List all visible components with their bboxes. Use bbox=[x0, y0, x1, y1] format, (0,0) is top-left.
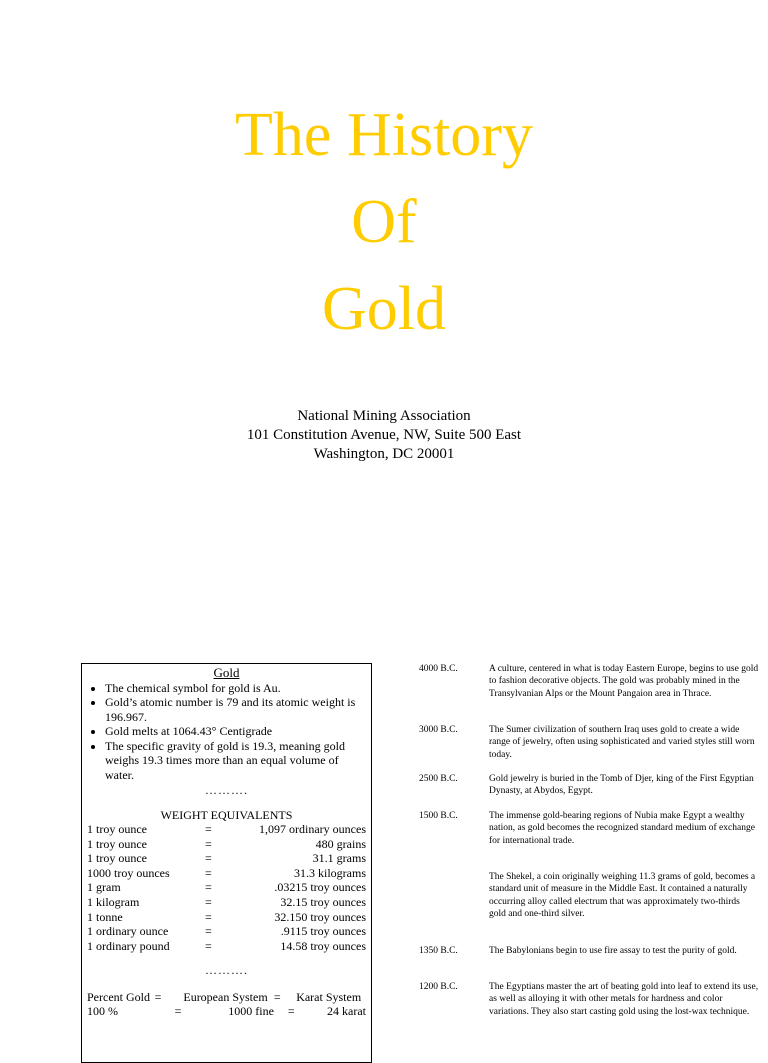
document-title bbox=[0, 92, 768, 353]
equals-sign: = bbox=[205, 924, 212, 939]
weight-value: 31.1 grams bbox=[312, 851, 366, 866]
table-row bbox=[87, 924, 366, 939]
equals-sign: = bbox=[205, 865, 212, 880]
fact-item: • The specific gravity of gold is 19.3, meaning gold weighs 19.3 times more than an equal volume of water. bbox=[105, 739, 366, 783]
weight-equivalents-title: WEIGHT EQUIVALENTS bbox=[160, 807, 293, 822]
col-european-system: European System bbox=[183, 989, 268, 1004]
weight-unit: 1 ordinary pound bbox=[87, 938, 170, 953]
facts-list bbox=[87, 681, 366, 783]
timeline-text: The Babylonians begin to use fire assay to test the purity of gold. bbox=[489, 946, 737, 956]
equals-sign: = bbox=[205, 909, 212, 924]
equals-sign: = bbox=[205, 822, 212, 836]
timeline-date: 1200 B.C. bbox=[419, 982, 458, 992]
equals-sign: = bbox=[174, 1004, 182, 1019]
gold-facts-box bbox=[81, 663, 372, 1063]
equals-sign: = bbox=[205, 851, 212, 866]
karat-value: 24 karat bbox=[327, 1004, 366, 1019]
equals-sign: = bbox=[205, 836, 212, 851]
timeline-text: The Egyptians master the art of beating gold into leaf to extend its use, as well as alloying it with other metals for hardness and color variations. They also start casting gold using the lost-wax technique. bbox=[489, 982, 759, 1017]
table-header-row bbox=[87, 990, 366, 1005]
timeline-text: The Sumer civilization of southern Iraq uses gold to create a wide range of jewelry, often using sophisticated and varied styles still worn today. bbox=[489, 725, 755, 760]
timeline-text: The Shekel, a coin originally weighing 11.3 grams of gold, becomes a standard unit of measure in the Middle East. It contained a naturally occurring alloy called electrum that was approximately two-thirds gold and one-third silver. bbox=[489, 872, 756, 920]
weight-value: 32.15 troy ounces bbox=[280, 894, 366, 909]
timeline-text: Gold jewelry is buried in the Tomb of Djer, king of the First Egyptian Dynasty, at Abydos, Egypt. bbox=[489, 774, 754, 797]
fine-value: 1000 fine bbox=[228, 1004, 274, 1019]
equals-sign: = bbox=[205, 938, 212, 953]
weight-unit: 1 ordinary ounce bbox=[87, 924, 169, 939]
weight-value: 32.150 troy ounces bbox=[274, 909, 366, 924]
weight-value: 14.58 troy ounces bbox=[280, 938, 366, 953]
purity-table bbox=[87, 990, 366, 1019]
equals-sign: = bbox=[205, 880, 212, 895]
title-line-3: Gold bbox=[322, 275, 446, 343]
timeline-text: A culture, centered in what is today Eastern Europe, begins to use gold to fashion decorative objects. The gold was probably mined in the Transylvanian Alps or the Mount Pangaion area in Thrace. bbox=[489, 664, 759, 699]
timeline-date: 4000 B.C. bbox=[419, 664, 458, 674]
timeline-date: 1350 B.C. bbox=[419, 946, 458, 956]
percent-value: 100 % bbox=[87, 1004, 118, 1019]
weight-unit: 1 troy ounce bbox=[87, 822, 147, 836]
table-row bbox=[87, 880, 366, 895]
weight-value: 480 grains bbox=[315, 836, 366, 851]
table-row bbox=[87, 1004, 366, 1019]
address-line-1: National Mining Association bbox=[297, 408, 471, 424]
equals-sign: = bbox=[287, 1004, 295, 1019]
table-row bbox=[87, 866, 366, 881]
fact-item: • The chemical symbol for gold is Au. bbox=[105, 681, 366, 696]
equals-sign: = bbox=[154, 989, 162, 1004]
timeline-text: The immense gold-bearing regions of Nubia make Egypt a wealthy nation, as gold becomes the recognized standard medium of exchange for international trade. bbox=[489, 811, 755, 846]
table-row bbox=[87, 939, 366, 954]
weight-unit: 1000 troy ounces bbox=[87, 865, 170, 880]
separator-dots: ………. bbox=[205, 783, 248, 797]
title-line-1: The History bbox=[235, 101, 533, 169]
timeline-date: 1500 B.C. bbox=[419, 811, 458, 821]
title-line-2: Of bbox=[351, 188, 417, 256]
weight-value: 31.3 kilograms bbox=[294, 865, 366, 880]
table-row bbox=[87, 837, 366, 852]
table-row bbox=[87, 851, 366, 866]
address-line-3: Washington, DC 20001 bbox=[313, 446, 455, 462]
weight-value: 1,097 ordinary ounces bbox=[259, 822, 366, 836]
table-row bbox=[87, 822, 366, 837]
facts-heading: Gold bbox=[213, 665, 240, 680]
publisher-address bbox=[0, 407, 768, 464]
weight-unit: 1 gram bbox=[87, 880, 121, 895]
weight-value: .03215 troy ounces bbox=[274, 880, 366, 895]
col-karat-system: Karat System bbox=[296, 989, 362, 1004]
separator-dots: ………. bbox=[205, 963, 248, 978]
fact-item: • Gold melts at 1064.43° Centigrade bbox=[105, 724, 366, 739]
weight-equivalents-table bbox=[87, 822, 366, 953]
weight-unit: 1 tonne bbox=[87, 909, 123, 924]
weight-unit: 1 troy ounce bbox=[87, 851, 147, 866]
address-line-2: 101 Constitution Avenue, NW, Suite 500 East bbox=[246, 427, 522, 443]
weight-unit: 1 troy ounce bbox=[87, 836, 147, 851]
timeline-date: 2500 B.C. bbox=[419, 774, 458, 784]
weight-value: .9115 troy ounces bbox=[280, 924, 366, 939]
equals-sign: = bbox=[205, 894, 212, 909]
timeline-date: 3000 B.C. bbox=[419, 725, 458, 735]
col-percent-gold: Percent Gold bbox=[87, 989, 150, 1004]
equals-sign: = bbox=[273, 989, 281, 1004]
fact-item: • Gold’s atomic number is 79 and its atomic weight is 196.967. bbox=[105, 695, 366, 724]
table-row bbox=[87, 895, 366, 910]
table-row bbox=[87, 910, 366, 925]
weight-unit: 1 kilogram bbox=[87, 894, 140, 909]
